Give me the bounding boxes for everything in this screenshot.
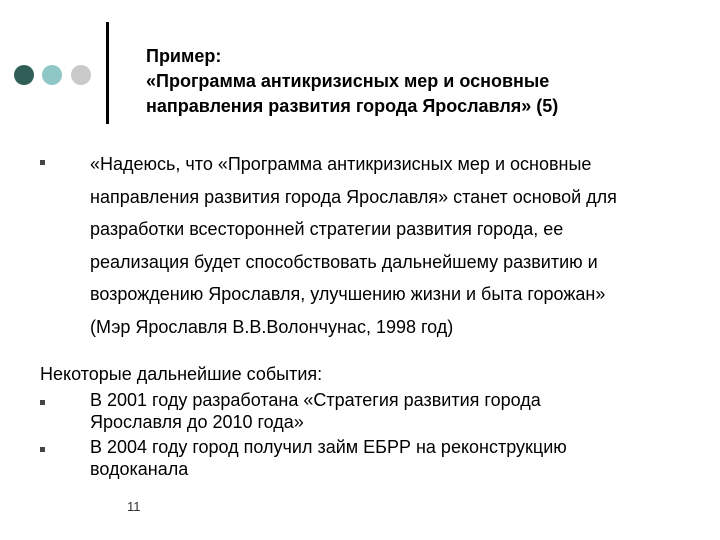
event-item-2-line-2: водоканала bbox=[90, 459, 189, 479]
event-item-2 bbox=[90, 436, 567, 480]
bullet-icon bbox=[40, 400, 45, 405]
decor-dot-teal bbox=[42, 65, 62, 85]
decor-dot-dark bbox=[14, 65, 34, 85]
slide-title bbox=[146, 44, 706, 119]
quote-line: реализация будет способствовать дальнейшему развитию и bbox=[90, 251, 598, 272]
quote-line: разработки всесторонней стратегии развития города, ее bbox=[90, 219, 564, 239]
title-divider-line bbox=[106, 22, 109, 124]
page-number: 11 bbox=[127, 499, 141, 514]
event-item-1-line-2: Ярославля до 2010 года» bbox=[90, 412, 304, 432]
quote-line: возрождению Ярославля, улучшению жизни и быта горожан» bbox=[90, 284, 606, 304]
decor-dot-grey bbox=[71, 65, 91, 85]
event-item-1 bbox=[90, 389, 541, 433]
quote-line: «Надеюсь, что «Программа антикризисных мер и основные bbox=[90, 154, 592, 174]
quote-line: направления развития города Ярославля» станет основой для bbox=[90, 186, 617, 207]
title-line-2: «Программа антикризисных мер и основные bbox=[146, 71, 550, 91]
events-heading: Некоторые дальнейшие события: bbox=[40, 364, 323, 384]
event-item-1-line-1: В 2001 году разработана «Стратегия развития города bbox=[90, 390, 541, 410]
bullet-icon bbox=[40, 447, 45, 452]
event-item-2-line-1: В 2004 году город получил займ ЕБРР на реконструкцию bbox=[90, 437, 567, 457]
quote-block bbox=[90, 148, 710, 343]
bullet-icon bbox=[40, 160, 45, 165]
quote-attribution: (Мэр Ярославля В.В.Волончунас, 1998 год) bbox=[90, 316, 454, 337]
title-line-1: Пример: bbox=[146, 46, 222, 66]
title-line-3: направления развития города Ярославля» (5) bbox=[146, 96, 559, 116]
